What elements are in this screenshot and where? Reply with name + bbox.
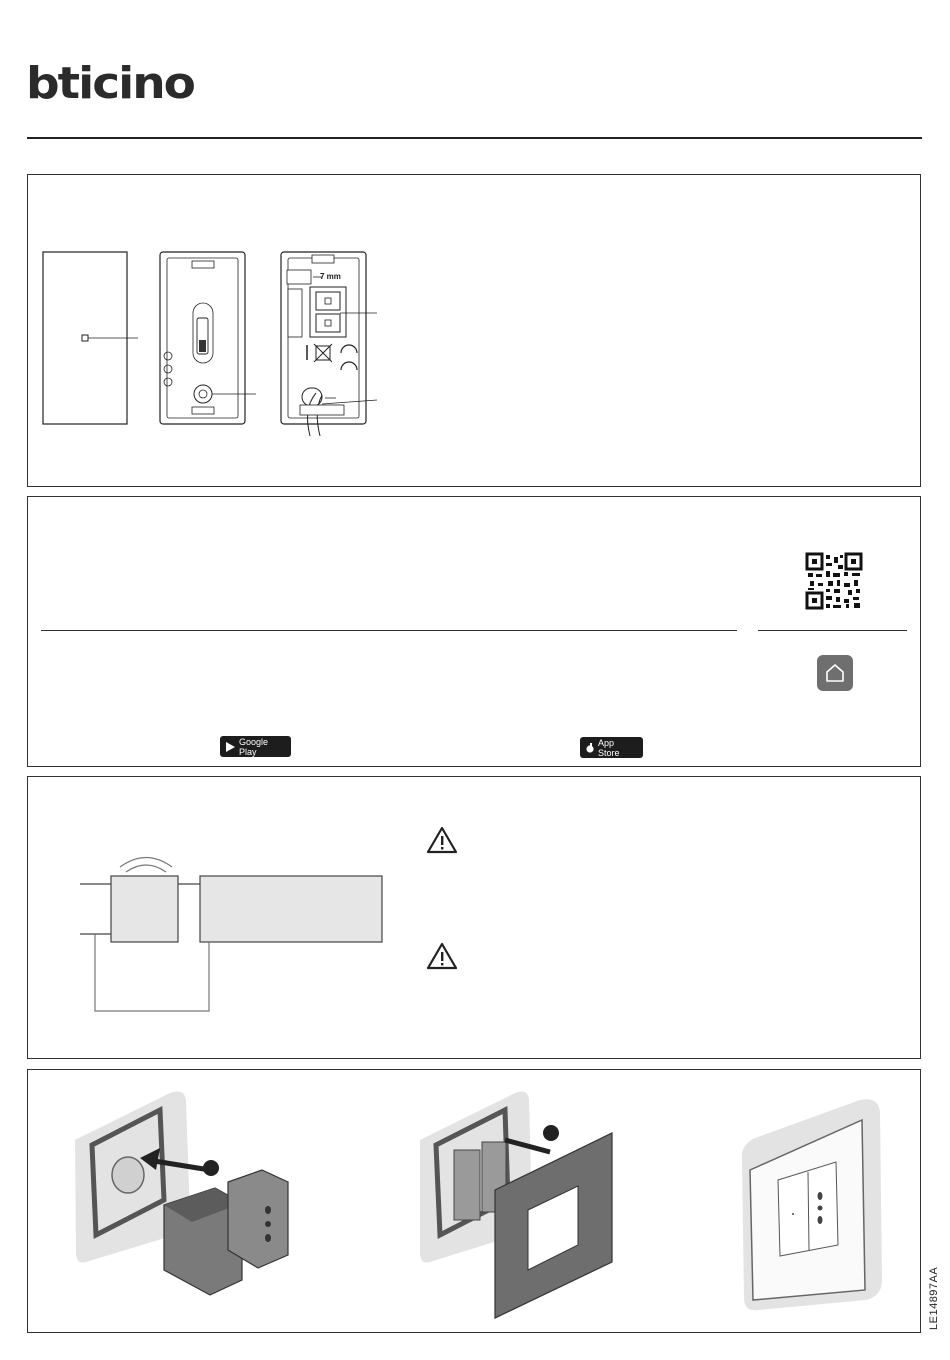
google-play-label: Google Play [239, 736, 269, 757]
brand-logo: bticino [26, 58, 194, 109]
app-store-label: App Store [598, 737, 620, 758]
strip-length-label: 7 mm [320, 272, 341, 281]
document-reference: LE14897AA [928, 1266, 940, 1330]
